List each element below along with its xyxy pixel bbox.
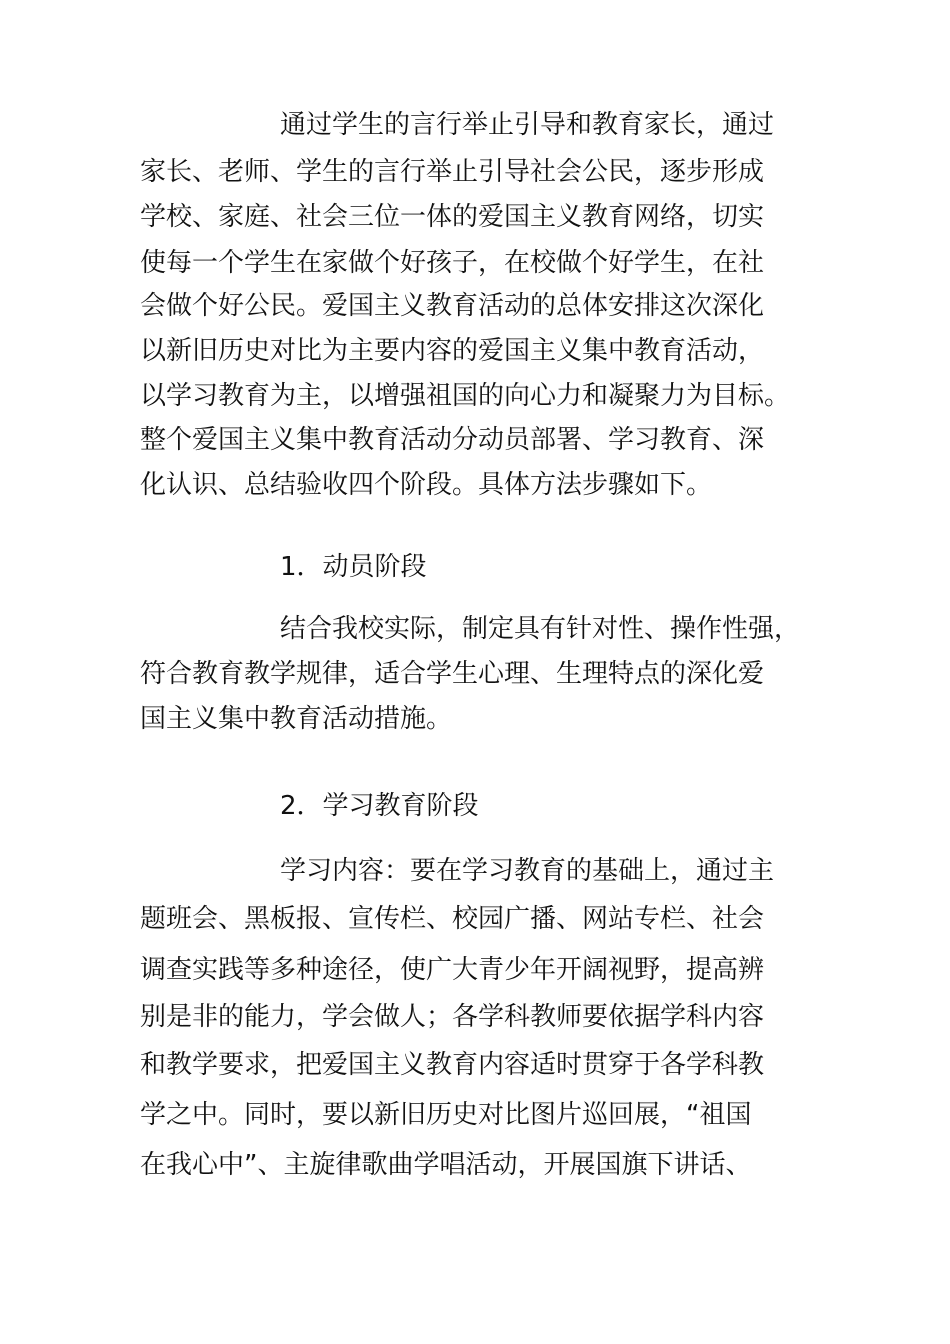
paragraph-line: 学之中。同时，要以新旧历史对比图片巡回展，“祖国 — [140, 1100, 752, 1130]
paragraph-line: 整个爱国主义集中教育活动分动员部署、学习教育、深 — [140, 425, 765, 455]
paragraph-line: 会做个好公民。爱国主义教育活动的总体安排这次深化 — [140, 291, 765, 321]
paragraph-line: 在我心中”、主旋律歌曲学唱活动，开展国旗下讲话、 — [140, 1150, 752, 1180]
paragraph-line: 调查实践等多种途径，使广大青少年开阔视野，提高辨 — [140, 955, 765, 985]
paragraph-line: 化认识、总结验收四个阶段。具体方法步骤如下。 — [140, 470, 713, 500]
section-heading: 2．学习教育阶段 — [280, 791, 479, 821]
paragraph-line: 学习内容：要在学习教育的基础上，通过主 — [280, 856, 775, 886]
paragraph-line: 学校、家庭、社会三位一体的爱国主义教育网络，切实 — [140, 202, 765, 232]
section-heading: 1．动员阶段 — [280, 552, 427, 582]
paragraph-line: 题班会、黑板报、宣传栏、校园广播、网站专栏、社会 — [140, 904, 765, 934]
paragraph-line: 和教学要求，把爱国主义教育内容适时贯穿于各学科教 — [140, 1050, 765, 1080]
paragraph-line: 家长、老师、学生的言行举止引导社会公民，逐步形成 — [140, 157, 765, 187]
paragraph-line: 结合我校实际，制定具有针对性、操作性强， — [280, 614, 801, 644]
paragraph-line: 以学习教育为主，以增强祖国的向心力和凝聚力为目标。 — [140, 381, 791, 411]
paragraph-line: 国主义集中教育活动措施。 — [140, 704, 453, 734]
paragraph-line: 符合教育教学规律，适合学生心理、生理特点的深化爱 — [140, 659, 765, 689]
paragraph-line: 以新旧历史对比为主要内容的爱国主义集中教育活动， — [140, 336, 765, 366]
paragraph-line: 别是非的能力，学会做人；各学科教师要依据学科内容 — [140, 1002, 765, 1032]
paragraph-line: 使每一个学生在家做个好孩子，在校做个好学生，在社 — [140, 248, 765, 278]
paragraph-line: 通过学生的言行举止引导和教育家长，通过 — [280, 110, 775, 140]
